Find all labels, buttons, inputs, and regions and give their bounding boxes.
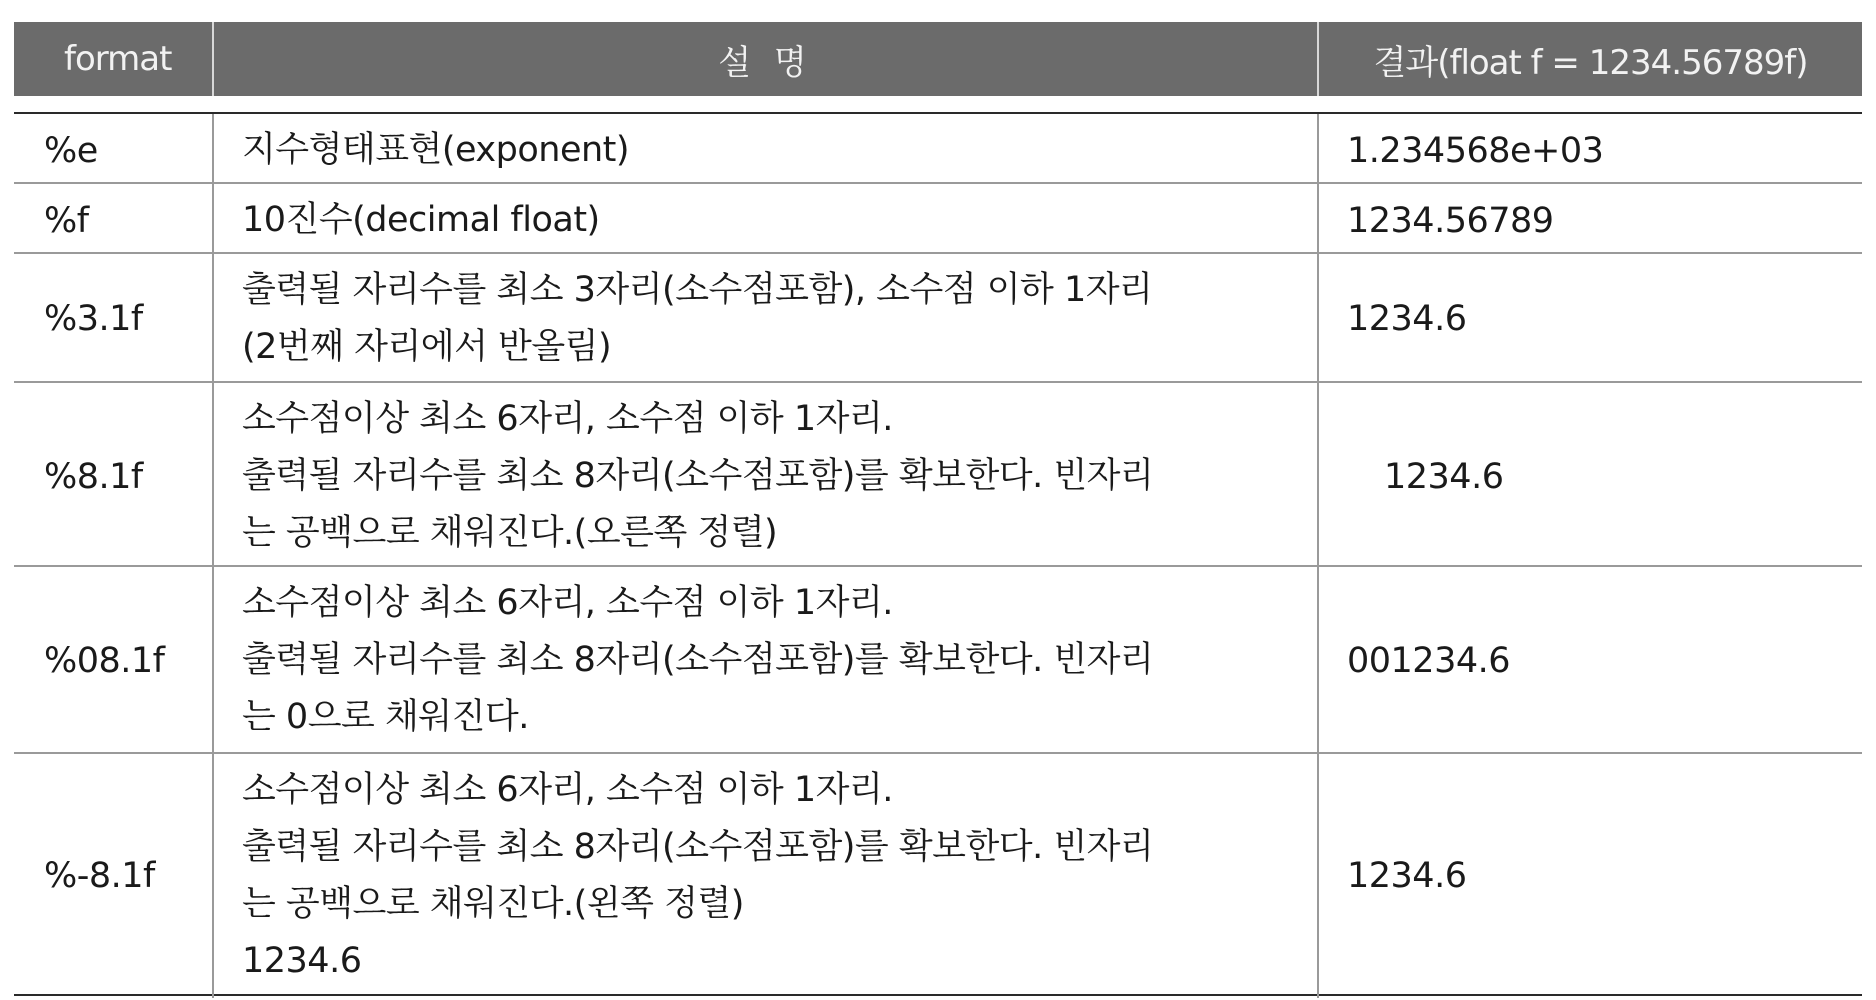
result-cell: 1234.6 <box>1317 754 1862 998</box>
description-line: 소수점이상 최소 6자리, 소수점 이하 1자리. <box>242 399 893 439</box>
format-cell: %e <box>44 130 98 171</box>
description-line: 는 공백으로 채워진다.(오른쪽 정렬) <box>242 513 778 553</box>
description-line: 지수형태표현(exponent) <box>242 130 630 170</box>
description-line: 소수점이상 최소 6자리, 소수점 이하 1자리. <box>242 770 893 810</box>
table-row <box>14 182 1862 252</box>
format-table-page <box>14 22 1862 996</box>
format-cell: %-8.1f <box>44 856 155 896</box>
description-line: 소수점이상 최소 6자리, 소수점 이하 1자리. <box>242 583 893 623</box>
description-line: 10진수(decimal float) <box>242 200 600 240</box>
description-line: 는 0으로 채워진다. <box>242 697 529 737</box>
result-cell: 1234.56789 <box>1317 184 1862 257</box>
table-row <box>14 381 1862 565</box>
result-cell: 001234.6 <box>1317 567 1862 754</box>
table-row <box>14 114 1862 182</box>
header-description: 설 명 <box>212 22 1317 96</box>
description-cell <box>212 114 1317 187</box>
format-cell: %f <box>44 200 89 241</box>
description-cell <box>212 754 1317 998</box>
description-line: 1234.6 <box>242 941 362 981</box>
description-line: 출력될 자리수를 최소 8자리(소수점포함)를 확보한다. 빈자리 <box>242 827 1154 867</box>
table-row <box>14 252 1862 381</box>
format-cell: %8.1f <box>44 456 143 497</box>
header-result: 결과(float f = 1234.56789f) <box>1317 22 1862 96</box>
description-line: 출력될 자리수를 최소 8자리(소수점포함)를 확보한다. 빈자리 <box>242 640 1154 680</box>
description-cell <box>212 184 1317 257</box>
result-cell: 1234.6 <box>1317 254 1862 384</box>
description-cell <box>212 567 1317 754</box>
result-cell: 1.234568e+03 <box>1317 114 1862 187</box>
description-line: 출력될 자리수를 최소 3자리(소수점포함), 소수점 이하 1자리 <box>242 270 1153 310</box>
description-cell <box>212 383 1317 570</box>
table-header <box>14 22 1862 96</box>
table-row <box>14 565 1862 752</box>
description-line: 는 공백으로 채워진다.(왼쪽 정렬) <box>242 884 744 924</box>
format-cell: %3.1f <box>44 299 143 339</box>
header-format: format <box>64 39 172 79</box>
format-cell: %08.1f <box>44 640 165 681</box>
description-cell <box>212 254 1317 384</box>
description-line: (2번째 자리에서 반올림) <box>242 327 612 367</box>
format-table <box>14 112 1862 996</box>
table-row <box>14 752 1862 994</box>
result-cell: 1234.6 <box>1317 383 1862 570</box>
description-line: 출력될 자리수를 최소 8자리(소수점포함)를 확보한다. 빈자리 <box>242 456 1154 496</box>
